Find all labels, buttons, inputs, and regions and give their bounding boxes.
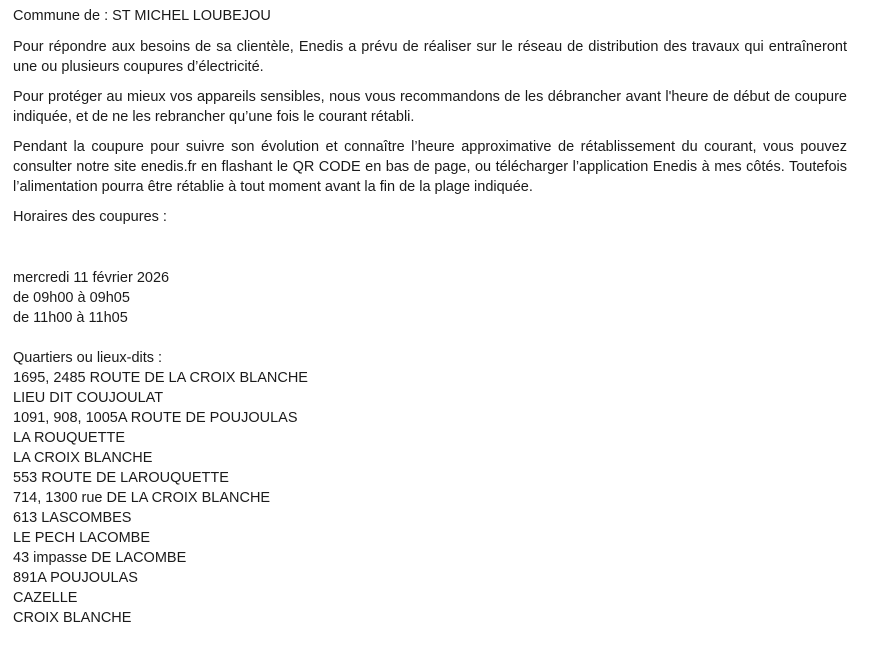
list-item: 43 impasse DE LACOMBE: [13, 550, 187, 566]
list-item: LA ROUQUETTE: [13, 430, 125, 446]
time-slot: de 11h00 à 11h05: [13, 310, 128, 326]
list-item: 714, 1300 rue DE LA CROIX BLANCHE: [13, 490, 271, 506]
time-slot: de 09h00 à 09h05: [13, 290, 130, 306]
list-item: 1091, 908, 1005A ROUTE DE POUJOULAS: [13, 410, 298, 426]
list-item: 891A POUJOULAS: [13, 570, 138, 586]
hours-label: Horaires des coupures :: [13, 209, 167, 225]
places-list: [13, 348, 847, 628]
commune-title: Commune de : ST MICHEL LOUBEJOU: [13, 8, 271, 24]
list-item: 1695, 2485 ROUTE DE LA CROIX BLANCHE: [13, 370, 308, 386]
info-paragraph: Pendant la coupure pour suivre son évolution et connaître l’heure approximative de rétablissement du courant, vous pouvez consulter notre site enedis.fr en flashant le QR CODE en bas de page, ou télécharger l’application Enedis à mes côtés. Toutefois l’alimentation pourra être rétablie à tout moment avant la fin de la plage indiquée.: [13, 139, 847, 195]
list-item: 613 LASCOMBES: [13, 510, 132, 526]
list-item: LIEU DIT COUJOULAT: [13, 390, 164, 406]
places-label: Quartiers ou lieux-dits :: [13, 350, 163, 366]
list-item: CAZELLE: [13, 590, 78, 606]
list-item: 553 ROUTE DE LAROUQUETTE: [13, 470, 229, 486]
list-item: LA CROIX BLANCHE: [13, 450, 153, 466]
intro-paragraph: Pour répondre aux besoins de sa clientèle, Enedis a prévu de réaliser sur le réseau de distribution des travaux qui entraîneront une ou plusieurs coupures d’électricité.: [13, 39, 847, 75]
outage-date: mercredi 11 février 2026: [13, 270, 170, 286]
advice-paragraph: Pour protéger au mieux vos appareils sensibles, nous vous recommandons de les débrancher avant l'heure de début de coupure indiquée, et de ne les rebrancher qu’une fois le courant rétabli.: [13, 89, 847, 125]
list-item: CROIX BLANCHE: [13, 610, 132, 626]
outage-schedule: [13, 268, 847, 328]
list-item: LE PECH LACOMBE: [13, 530, 150, 546]
